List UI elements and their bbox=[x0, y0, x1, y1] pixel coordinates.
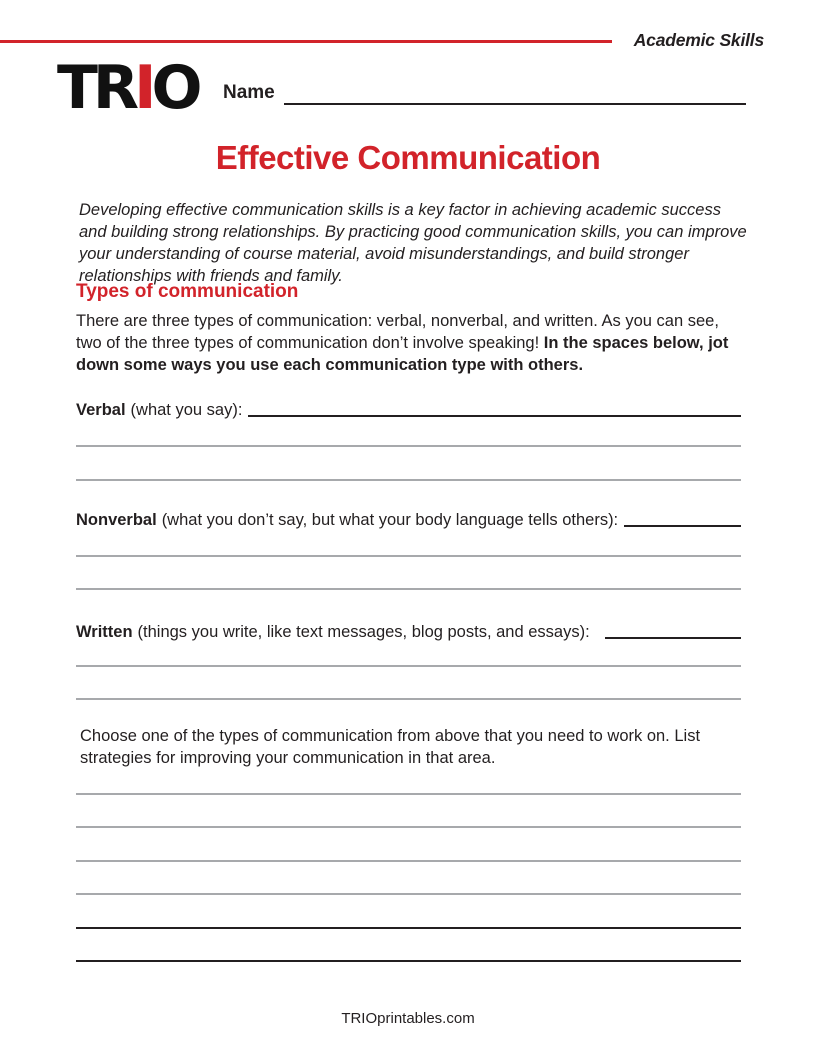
section-body-bold: In the spaces below, jot down some ways you use each communication type with others. bbox=[76, 334, 729, 374]
header-rule bbox=[0, 40, 612, 43]
answer-blank-inline bbox=[605, 637, 741, 639]
answer-blank-line bbox=[76, 893, 741, 895]
logo-letters-tr: TR bbox=[57, 53, 135, 123]
answer-blank-line bbox=[76, 698, 741, 700]
name-label: Name bbox=[223, 82, 275, 103]
answer-blank-line bbox=[76, 588, 741, 590]
answer-blank-inline bbox=[624, 525, 741, 527]
logo-letter-o: O bbox=[151, 53, 198, 123]
page-title: Effective Communication bbox=[215, 139, 601, 176]
answer-blank-line bbox=[76, 793, 741, 795]
prompt-description: (things you write, like text messages, blog posts, and essays): bbox=[137, 623, 590, 641]
answer-blank-line bbox=[76, 555, 741, 557]
section-body-regular: There are three types of communication: verbal, nonverbal, and written. As you can see, two of the three types of communication don’t involve speaking! bbox=[76, 312, 719, 352]
logo-letter-i: I bbox=[134, 53, 152, 123]
prompt-row-verbal bbox=[76, 400, 741, 420]
prompt-row-nonverbal bbox=[76, 510, 741, 530]
answer-blank-line bbox=[76, 960, 741, 962]
footer-url: TRIOprintables.com bbox=[341, 1010, 475, 1027]
prompt-label: Nonverbal bbox=[76, 511, 157, 529]
answer-blank-line bbox=[76, 826, 741, 828]
trio-logo bbox=[57, 53, 198, 123]
answer-blank-line bbox=[76, 860, 741, 862]
answer-blank-line bbox=[76, 479, 741, 481]
answer-blank-inline bbox=[248, 415, 741, 417]
section-heading: Types of communication bbox=[76, 281, 299, 302]
prompt-row-written bbox=[76, 622, 741, 642]
prompt-label: Verbal bbox=[76, 401, 126, 419]
prompt-label: Written bbox=[76, 623, 133, 641]
prompt-description: (what you don’t say, but what your body language tells others): bbox=[161, 511, 619, 529]
eyebrow-label: Academic Skills bbox=[633, 30, 764, 50]
answer-blank-line bbox=[76, 445, 741, 447]
answer-blank-line bbox=[76, 927, 741, 929]
answer-blank-line bbox=[76, 665, 741, 667]
prompt-description: (what you say): bbox=[130, 401, 243, 419]
section-body bbox=[76, 310, 746, 376]
intro-paragraph: Developing effective communication skills is a key factor in achieving academic success and building strong relationships. By practicing good communication skills, you can improve your understanding of course material, avoid misunderstandings, and build stronger relationships with friends and family. bbox=[79, 201, 747, 285]
name-blank-line bbox=[284, 103, 746, 105]
reflection-prompt: Choose one of the types of communication from above that you need to work on. List strategies for improving your communication in that area. bbox=[80, 727, 701, 767]
